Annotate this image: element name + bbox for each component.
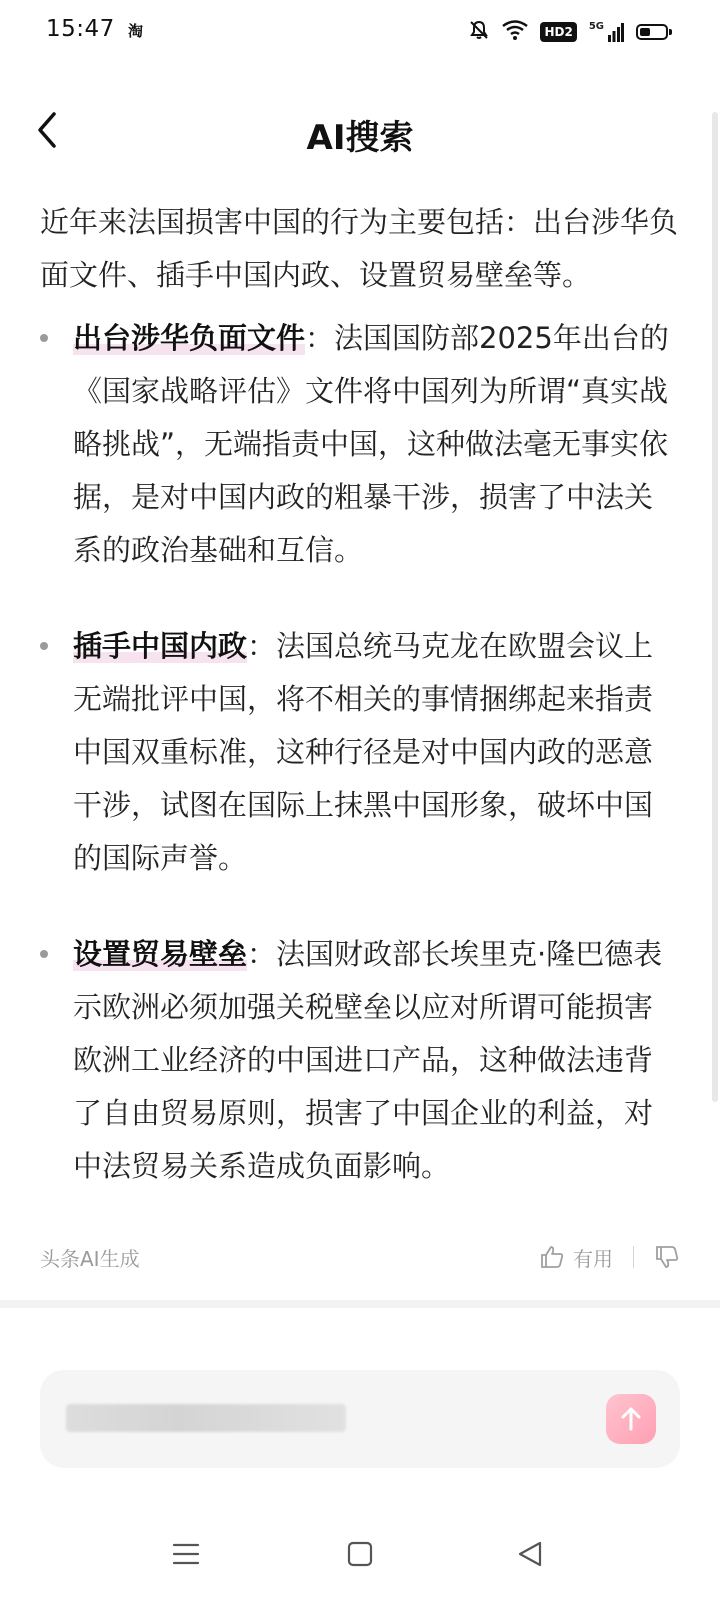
point-title: 出台涉华负面文件 <box>73 321 306 355</box>
bullet-dot <box>40 642 48 650</box>
status-icons <box>468 16 668 48</box>
list-item <box>40 620 680 885</box>
mute-bell-icon <box>468 19 490 45</box>
search-input-bar <box>40 1370 680 1468</box>
point-text: ：法国国防部2025年出台的《国家战略评估》文件将中国列为所谓“真实战略挑战”，无端指责中国，这种做法毫无事实依据，是对中国内政的粗暴干涉，损害了中法关系的政治基础和互信。 <box>73 321 669 567</box>
answer-points <box>40 312 680 1193</box>
menu-button[interactable] <box>166 1534 206 1574</box>
list-item <box>40 312 680 577</box>
menu-icon <box>166 1534 206 1574</box>
thumbs-down-icon <box>654 1244 680 1270</box>
nav-back-button[interactable] <box>510 1534 550 1574</box>
signal-5g-icon <box>589 22 624 42</box>
hd-voice-icon: HD2 <box>540 22 576 42</box>
home-square-icon <box>340 1534 380 1574</box>
point-text: ：法国财政部长埃里克·隆巴德表示欧洲必须加强关税壁垒以应对所谓可能损害欧洲工业经济的中国进口产品，这种做法违背了自由贸易原则，损害了中国企业的利益，对中法贸易关系造成负面影响。 <box>73 937 663 1183</box>
network-type-label: 5G <box>588 21 604 32</box>
bullet-dot <box>40 950 48 958</box>
app-notification-badge: 淘 <box>128 22 144 40</box>
back-triangle-icon <box>510 1534 550 1574</box>
send-button[interactable] <box>606 1394 656 1444</box>
page-header <box>0 96 720 166</box>
ai-answer <box>40 196 680 1193</box>
battery-icon <box>636 24 668 40</box>
feedback-controls <box>539 1243 680 1272</box>
home-button[interactable] <box>340 1534 380 1574</box>
answer-footer <box>40 1240 680 1274</box>
ai-generated-note: 头条AI生成 <box>40 1246 140 1271</box>
point-title: 插手中国内政 <box>73 629 248 663</box>
bullet-dot <box>40 334 48 342</box>
useful-label: 有用 <box>573 1246 613 1271</box>
scrollbar[interactable] <box>712 112 718 1102</box>
answer-intro: 近年来法国损害中国的行为主要包括：出台涉华负面文件、插手中国内政、设置贸易壁垒等。 <box>40 205 679 292</box>
thumbs-up-icon <box>539 1244 565 1270</box>
useful-button[interactable] <box>539 1243 613 1272</box>
search-input[interactable] <box>66 1404 346 1432</box>
not-useful-button[interactable] <box>654 1244 680 1270</box>
battery-level-fill <box>640 28 650 36</box>
point-text: ：法国总统马克龙在欧盟会议上无端批评中国，将不相关的事情捆绑起来指责中国双重标准，这种行径是对中国内政的恶意干涉，试图在国际上抹黑中国形象，破坏中国的国际声誉。 <box>73 629 654 875</box>
status-bar <box>0 0 720 64</box>
system-nav-bar <box>0 1520 720 1590</box>
arrow-up-icon <box>617 1405 645 1433</box>
status-time: 15:47 <box>46 16 115 42</box>
feedback-divider <box>633 1246 634 1268</box>
list-item <box>40 928 680 1193</box>
page-title: AI搜索 <box>306 118 414 158</box>
wifi-icon <box>502 20 528 44</box>
point-title: 设置贸易壁垒 <box>73 937 248 971</box>
section-divider <box>0 1300 720 1308</box>
